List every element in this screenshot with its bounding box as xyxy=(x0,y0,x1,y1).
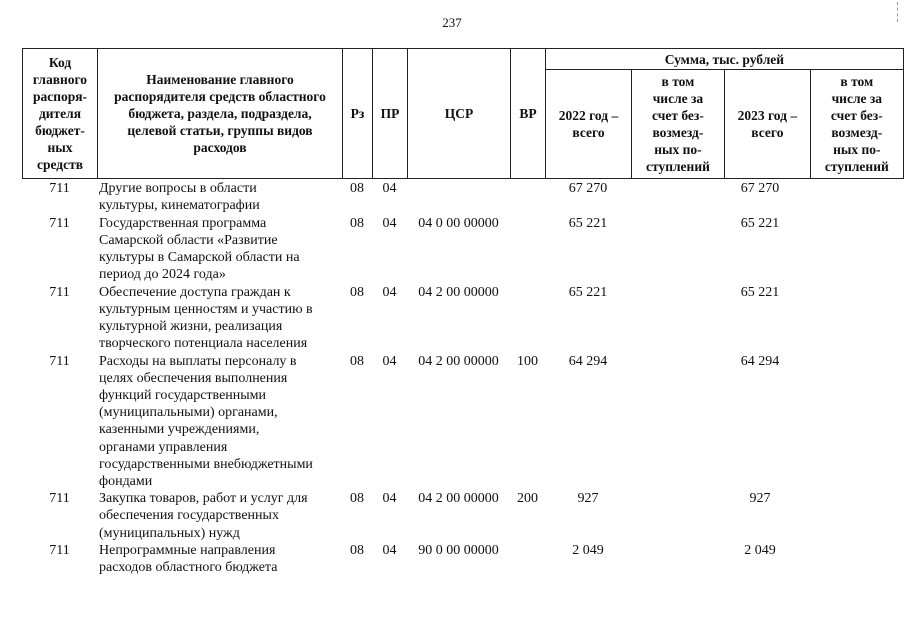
row-name-line: период до 2024 года» xyxy=(99,267,226,283)
row-name-line: расходов областного бюджета xyxy=(99,560,278,576)
row-csr: 04 2 00 00000 xyxy=(418,491,499,507)
table-body xyxy=(22,180,889,582)
row-rz: 08 xyxy=(350,284,364,300)
row-2023-total: 2 049 xyxy=(744,543,776,559)
row-rz: 08 xyxy=(350,215,364,231)
header-code: Код главного распоря-дителя бюджет-ных средств xyxy=(23,49,98,179)
row-name-line: (муниципальных) нужд xyxy=(99,525,240,541)
row-csr: 04 0 00 00000 xyxy=(418,215,499,231)
row-name xyxy=(97,180,342,215)
row-2023-total: 65 221 xyxy=(740,215,780,231)
row-name-line: государственными внебюджетными xyxy=(99,456,313,472)
row-2022-total: 65 221 xyxy=(568,284,608,300)
header-2023-free: в том числе за счет без-возмезд-ных по-ступлений xyxy=(810,70,903,179)
row-2023-free xyxy=(803,490,889,542)
row-2022-total: 64 294 xyxy=(568,353,608,369)
row-2023-total: 64 294 xyxy=(740,353,780,369)
row-2022-total: 67 270 xyxy=(568,181,608,196)
scan-edge-mark xyxy=(893,2,898,22)
row-code: 711 xyxy=(49,543,70,559)
row-pr: 04 xyxy=(382,491,397,507)
row-name-line: казенными учреждениями, xyxy=(99,422,260,438)
row-pr: 04 xyxy=(382,215,397,231)
header-sum: Сумма, тыс. рублей xyxy=(546,49,904,70)
header-2023-total: 2023 год – всего xyxy=(724,70,810,179)
row-name xyxy=(97,284,342,353)
header-name: Наименование главного распорядителя средств областного бюджета, раздела, подраздела, целевой статьи, группы видов расходов xyxy=(98,49,343,179)
row-rz: 08 xyxy=(350,491,364,507)
table-row xyxy=(22,215,889,284)
header-csr: ЦСР xyxy=(408,49,511,179)
row-vr: 100 xyxy=(517,353,538,369)
row-name-line: целях обеспечения выполнения xyxy=(99,370,288,386)
row-vr xyxy=(510,542,545,582)
row-2023-free xyxy=(803,542,889,582)
row-2022-total: 2 049 xyxy=(572,543,604,559)
row-name-line: Самарской области «Развитие xyxy=(99,232,278,248)
row-name xyxy=(97,490,342,542)
header-vr: ВР xyxy=(511,49,546,179)
row-rz: 08 xyxy=(350,353,364,369)
row-name-line: Обеспечение доступа граждан к xyxy=(99,284,291,300)
row-2022-free xyxy=(631,542,717,582)
row-name-line: культуры, кинематографии xyxy=(99,198,260,214)
page-number: 237 xyxy=(442,15,462,30)
row-name-line: культурным ценностям и участию в xyxy=(99,301,313,317)
row-name-line: органами управления xyxy=(99,439,228,455)
row-2022-free xyxy=(631,353,717,491)
row-vr: 200 xyxy=(517,491,538,507)
row-2022-free xyxy=(631,180,717,215)
header-2022-total: 2022 год – всего xyxy=(546,70,632,179)
row-2022-total: 65 221 xyxy=(568,215,608,231)
table-row xyxy=(22,353,889,491)
row-2023-free xyxy=(803,215,889,284)
row-name xyxy=(97,353,342,491)
table-row xyxy=(22,490,889,542)
row-name-line: Закупка товаров, работ и услуг для xyxy=(99,491,308,507)
row-name-line: фондами xyxy=(99,473,153,489)
table-row xyxy=(22,180,889,215)
row-name-line: Расходы на выплаты персоналу в xyxy=(99,353,297,369)
row-pr: 04 xyxy=(382,543,397,559)
row-name-line: культурной жизни, реализация xyxy=(99,318,283,334)
row-2023-total: 65 221 xyxy=(740,284,780,300)
row-2023-free xyxy=(803,180,889,215)
row-rz: 08 xyxy=(350,181,364,196)
row-2022-free xyxy=(631,490,717,542)
table-row xyxy=(22,284,889,353)
row-code: 711 xyxy=(49,353,70,369)
row-pr: 04 xyxy=(382,181,397,196)
row-csr: 04 2 00 00000 xyxy=(418,353,499,369)
row-name-line: Другие вопросы в области xyxy=(99,181,257,196)
row-name-line: Государственная программа xyxy=(99,215,267,231)
header-pr: ПР xyxy=(373,49,408,179)
row-code: 711 xyxy=(49,181,70,196)
row-2023-free xyxy=(803,284,889,353)
row-vr xyxy=(510,215,545,284)
table-row xyxy=(22,542,889,582)
row-vr xyxy=(510,284,545,353)
row-name-line: творческого потенциала населения xyxy=(99,336,308,352)
header-2022-free: в том числе за счет без-возмезд-ных по-ступлений xyxy=(632,70,725,179)
row-csr: 04 2 00 00000 xyxy=(418,284,499,300)
row-2022-total: 927 xyxy=(577,491,599,507)
row-name-line: функций государственными xyxy=(99,387,267,403)
row-code: 711 xyxy=(49,284,70,300)
row-code: 711 xyxy=(49,215,70,231)
row-2022-free xyxy=(631,215,717,284)
row-name-line: Непрограммные направления xyxy=(99,543,276,559)
row-rz: 08 xyxy=(350,543,364,559)
row-2023-total: 67 270 xyxy=(740,181,780,196)
row-2023-total: 927 xyxy=(749,491,771,507)
row-csr: 90 0 00 00000 xyxy=(418,543,499,559)
row-pr: 04 xyxy=(382,353,397,369)
row-name-line: культуры в Самарской области на xyxy=(99,249,300,265)
row-name-line: (муниципальными) органами, xyxy=(99,405,278,421)
row-csr xyxy=(407,180,510,215)
row-2022-free xyxy=(631,284,717,353)
row-2023-free xyxy=(803,353,889,491)
row-vr xyxy=(510,180,545,215)
row-pr: 04 xyxy=(382,284,397,300)
table-header xyxy=(22,48,904,179)
row-code: 711 xyxy=(49,491,70,507)
row-name-line: обеспечения государственных xyxy=(99,508,279,524)
header-rz: Рз xyxy=(343,49,373,179)
row-name xyxy=(97,215,342,284)
row-name xyxy=(97,542,342,582)
